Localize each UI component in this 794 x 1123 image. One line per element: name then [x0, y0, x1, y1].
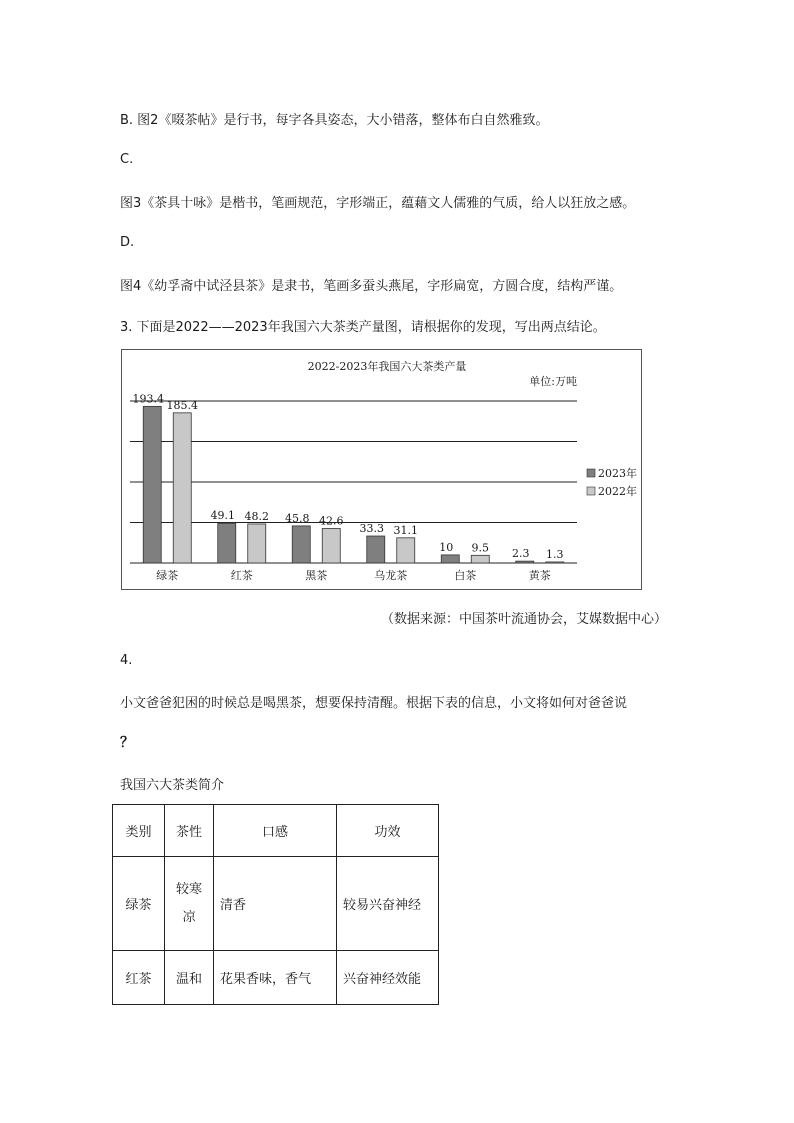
legend-swatch [587, 469, 595, 477]
category-label: 绿茶 [156, 569, 179, 582]
table-title: 我国六大茶类简介 [120, 778, 225, 793]
bar-value-label: 33.3 [359, 522, 384, 536]
legend-label: 2023年 [598, 467, 637, 480]
bar-2022 [397, 538, 415, 563]
bar-value-label: 48.2 [244, 509, 269, 523]
bar-2023 [516, 561, 534, 563]
question-mark: ？ [120, 735, 134, 751]
option-b: B. 图2《啜茶帖》是行书，每字各具姿态，大小错落，整体布白自然雅致。 [120, 113, 549, 128]
bar-value-label: 49.1 [210, 509, 235, 523]
bar-value-label: 2.3 [512, 547, 530, 561]
bar-value-label: 193.4 [132, 392, 164, 406]
bar-value-label: 185.4 [166, 398, 198, 412]
option-c-text: 图3《茶具十咏》是楷书，笔画规范，字形端正，蕴藉文人儒雅的气质，给人以狂放之感。 [120, 196, 636, 211]
category-label: 黑茶 [305, 569, 328, 582]
tea-info-table [112, 804, 439, 1005]
bar-2022 [471, 555, 489, 563]
header-nature: 茶性 [165, 805, 214, 857]
cell-effect: 兴奋神经效能 [337, 951, 439, 1005]
table-header-row [113, 805, 439, 857]
bar-2023 [218, 523, 236, 563]
bar-value-label: 10 [439, 540, 454, 554]
data-source-note: （数据来源：中国茶叶流通协会，艾媒数据中心） [380, 612, 667, 627]
header-taste: 口感 [214, 805, 337, 857]
category-label: 乌龙茶 [374, 569, 408, 582]
cell-nature [165, 857, 214, 951]
table-row [113, 951, 439, 1005]
header-effect: 功效 [337, 805, 439, 857]
table-row [113, 857, 439, 951]
option-d-label: D. [120, 235, 135, 250]
bar-value-label: 9.5 [471, 541, 489, 555]
legend-swatch [587, 487, 595, 495]
option-d-text: 图4《幼孚斋中试泾县茶》是隶书，笔画多蚕头燕尾，字形扁宽，方圆合度，结构严谨。 [120, 279, 623, 294]
bar-2022 [173, 413, 191, 563]
cell-nature: 温和 [165, 951, 214, 1005]
bar-value-label: 1.3 [546, 547, 564, 561]
cell-taste: 清香 [214, 857, 337, 951]
question-3-text: 3. 下面是2022——2023年我国六大茶类产量图，请根据你的发现，写出两点结论。 [120, 320, 606, 335]
bar-value-label: 42.6 [319, 514, 344, 528]
chart-title: 2022-2023年我国六大茶类产量 [307, 360, 467, 373]
legend-label: 2022年 [598, 485, 637, 498]
tea-production-chart [121, 349, 642, 590]
bar-value-label: 45.8 [285, 511, 310, 525]
cell-taste: 花果香味，香气 [214, 951, 337, 1005]
cell-nature-line2: 凉 [182, 909, 196, 925]
category-label: 黄茶 [528, 569, 551, 582]
bar-2023 [441, 555, 459, 563]
cell-effect: 较易兴奋神经 [337, 857, 439, 951]
bar-2023 [292, 526, 310, 563]
bar-2023 [367, 536, 385, 563]
bar-2022 [322, 528, 340, 563]
chart-unit: 单位:万吨 [529, 375, 577, 388]
cell-category: 红茶 [113, 951, 165, 1005]
chart-canvas [122, 350, 643, 591]
question-4-label: 4. [120, 653, 133, 668]
category-label: 红茶 [230, 569, 253, 582]
bar-2022 [248, 524, 266, 563]
cell-nature-line1: 较寒 [175, 881, 202, 897]
category-label: 白茶 [454, 569, 477, 582]
question-4-text: 小文爸爸犯困的时候总是喝黑茶，想要保持清醒。根据下表的信息，小文将如何对爸爸说 [120, 696, 628, 711]
bar-2023 [143, 406, 161, 563]
bar-value-label: 31.1 [393, 523, 418, 537]
header-category: 类别 [113, 805, 165, 857]
cell-category: 绿茶 [113, 857, 165, 951]
bar-2022 [546, 562, 564, 563]
option-c-label: C. [120, 152, 134, 167]
